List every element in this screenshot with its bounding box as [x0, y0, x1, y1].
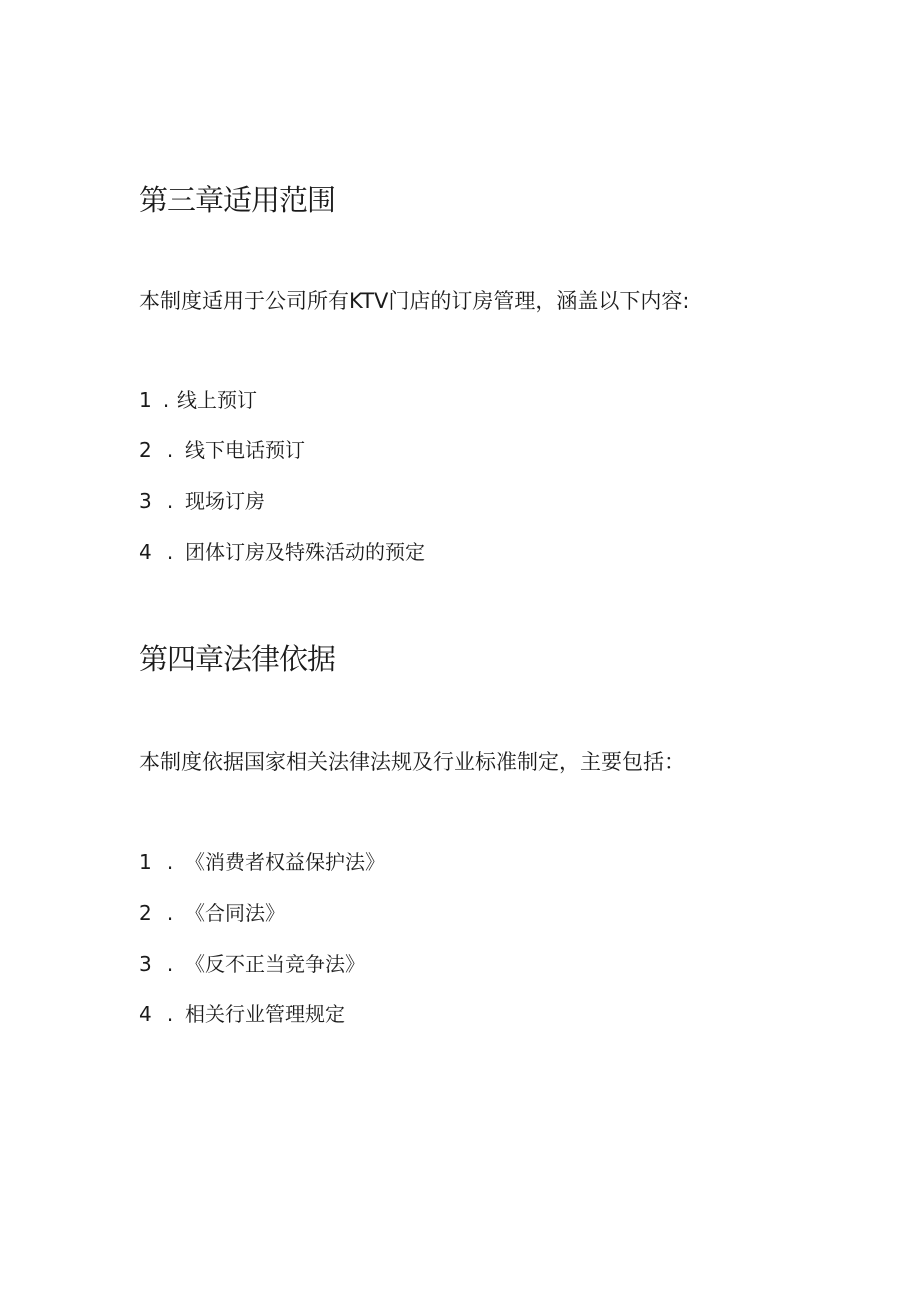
- chapter3-intro: 本制度适用于公司所有KTV门店的订房管理，涵盖以下内容:: [139, 289, 690, 313]
- list-item-text: 线上预订: [177, 388, 257, 412]
- list-item-separator: .: [166, 438, 174, 462]
- list-item-number: 2: [139, 901, 152, 925]
- chapter3-list-item-2: [139, 440, 305, 460]
- list-item-separator: .: [166, 901, 174, 925]
- list-item-separator: .: [166, 850, 174, 874]
- list-item-separator: .: [166, 540, 174, 564]
- list-item-text: 团体订房及特殊活动的预定: [185, 540, 425, 564]
- chapter4-intro: 本制度依据国家相关法律法规及行业标准制定，主要包括：: [139, 750, 685, 774]
- chapter4-list-item-3: [139, 954, 365, 974]
- chapter4-list-item-4: [139, 1004, 345, 1024]
- chapter4-list-item-2: [139, 903, 285, 923]
- list-item-number: 3: [139, 952, 152, 976]
- list-item-number: 3: [139, 489, 152, 513]
- chapter4-list-item-1: [139, 852, 385, 872]
- list-item-number: 1: [139, 388, 152, 412]
- list-item-separator: .: [166, 1002, 174, 1026]
- list-item-number: 4: [139, 540, 152, 564]
- list-item-separator: .: [166, 952, 174, 976]
- list-item-text: 相关行业管理规定: [185, 1002, 345, 1026]
- list-item-text: 现场订房: [185, 489, 265, 513]
- list-item-separator: .: [166, 489, 174, 513]
- list-item-number: 4: [139, 1002, 152, 1026]
- chapter3-list-item-4: [139, 542, 425, 562]
- list-item-separator: .: [162, 388, 170, 412]
- chapter3-list-item-1: [139, 390, 257, 410]
- list-item-text: 线下电话预订: [185, 438, 305, 462]
- chapter3-list-item-3: [139, 491, 265, 511]
- list-item-text: 《合同法》: [185, 901, 285, 925]
- chapter4-heading: 第四章法律依据: [139, 642, 336, 676]
- list-item-number: 2: [139, 438, 152, 462]
- list-item-number: 1: [139, 850, 152, 874]
- chapter3-heading: 第三章适用范围: [139, 183, 336, 217]
- list-item-text: 《消费者权益保护法》: [185, 850, 385, 874]
- list-item-text: 《反不正当竞争法》: [185, 952, 365, 976]
